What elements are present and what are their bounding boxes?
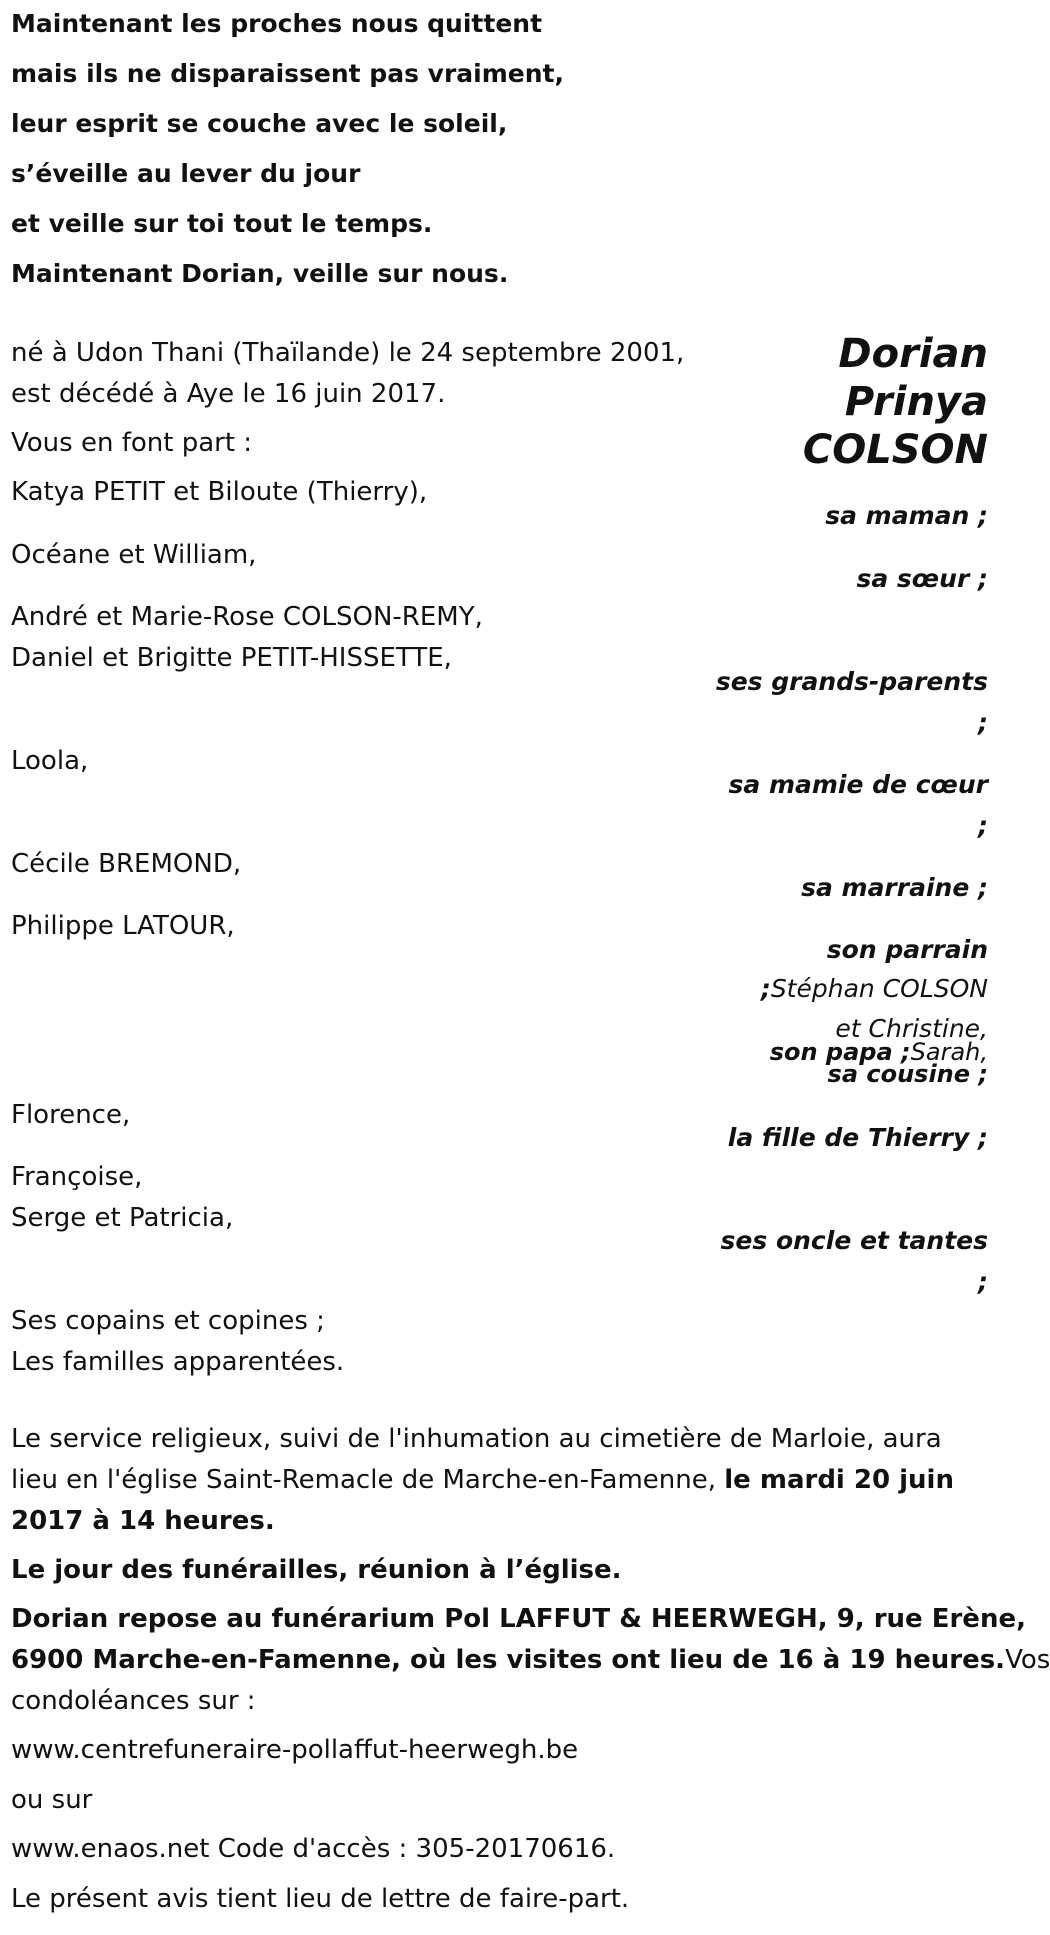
funerarium-line-2 bbox=[11, 1647, 1050, 1673]
service-date: le mardi 20 juin bbox=[724, 1465, 954, 1495]
poem-line-1: Maintenant les proches nous quittent bbox=[11, 9, 543, 38]
mamie-name: Loola, bbox=[11, 746, 89, 776]
cousin-name: Sarah, bbox=[910, 1038, 988, 1066]
grandparents-line-1: André et Marie-Rose COLSON-REMY, bbox=[11, 602, 483, 632]
vos-text: Vos bbox=[1005, 1645, 1050, 1675]
mamie-role-end: ; bbox=[978, 811, 988, 840]
mother-role: sa maman ; bbox=[825, 501, 988, 530]
poem-line-2: mais ils ne disparaissent pas vraiment, bbox=[11, 59, 564, 88]
meeting-line: Le jour des funérailles, réunion à l’église. bbox=[11, 1555, 622, 1585]
godfather-name: Philippe LATOUR, bbox=[11, 911, 235, 941]
grandparents-role-end: ; bbox=[978, 708, 988, 737]
uncles-role: ses oncle et tantes bbox=[720, 1226, 988, 1255]
uncles-line-1: Françoise, bbox=[11, 1162, 143, 1192]
announce-intro: Vous en font part : bbox=[11, 428, 253, 458]
cousin-role: sa cousine ; bbox=[827, 1060, 988, 1088]
website-link-1[interactable]: www.centrefuneraire-pollaffut-heerwegh.be bbox=[11, 1735, 579, 1765]
service-line-1: Le service religieux, suivi de l'inhumation au cimetière de Marloie, aura bbox=[11, 1424, 942, 1454]
poem-line-3: leur esprit se couche avec le soleil, bbox=[11, 109, 508, 138]
service-time: 2017 à 14 heures. bbox=[11, 1506, 275, 1536]
or-text: ou sur bbox=[11, 1785, 93, 1815]
condolences-line: condoléances sur : bbox=[11, 1686, 256, 1716]
mother-names: Katya PETIT et Biloute (Thierry), bbox=[11, 477, 428, 507]
poem-line-6: Maintenant Dorian, veille sur nous. bbox=[11, 259, 509, 288]
poem-line-4: s’éveille au lever du jour bbox=[11, 159, 361, 188]
service-line-2-normal: lieu en l'église Saint-Remacle de Marche-en-Famenne, bbox=[11, 1465, 725, 1495]
father-name: Stéphan COLSON bbox=[770, 974, 988, 1003]
father-line bbox=[761, 976, 988, 1001]
closing-line: Le présent avis tient lieu de lettre de faire-part. bbox=[11, 1884, 630, 1914]
website-link-2[interactable]: www.enaos.net Code d'accès : 305-20170616. bbox=[11, 1834, 616, 1864]
deceased-first-name: Dorian bbox=[838, 331, 988, 377]
birth-info: né à Udon Thani (Thaïlande) le 24 septembre 2001, bbox=[11, 338, 685, 368]
godmother-role: sa marraine ; bbox=[801, 873, 988, 902]
funerarium-line-1: Dorian repose au funérarium Pol LAFFUT & HEERWEGH, 9, rue Erène, bbox=[11, 1604, 1026, 1634]
stepsister-name: Florence, bbox=[11, 1100, 131, 1130]
godfather-role: son parrain bbox=[826, 935, 988, 964]
stepsister-role: la fille de Thierry ; bbox=[727, 1123, 988, 1152]
death-info: est décédé à Aye le 16 juin 2017. bbox=[11, 379, 446, 409]
father-partner: et Christine, bbox=[835, 1014, 988, 1043]
poem-line-5: et veille sur toi tout le temps. bbox=[11, 209, 433, 238]
relatives-line: Les familles apparentées. bbox=[11, 1347, 345, 1377]
godmother-name: Cécile BREMOND, bbox=[11, 849, 242, 879]
deceased-last-name: COLSON bbox=[802, 427, 988, 473]
sister-names: Océane et William, bbox=[11, 540, 257, 570]
uncles-line-2: Serge et Patricia, bbox=[11, 1203, 234, 1233]
service-line-2 bbox=[11, 1467, 954, 1493]
visits-info: 6900 Marche-en-Famenne, où les visites ont lieu de 16 à 19 heures. bbox=[11, 1645, 1006, 1675]
grandparents-role: ses grands-parents bbox=[715, 667, 988, 696]
mamie-role: sa mamie de cœur bbox=[728, 770, 988, 799]
friends-line: Ses copains et copines ; bbox=[11, 1306, 325, 1336]
father-role: son papa ; bbox=[769, 1038, 911, 1066]
uncles-role-end: ; bbox=[978, 1267, 988, 1296]
godfather-role-end: ; bbox=[760, 974, 771, 1003]
grandparents-line-2: Daniel et Brigitte PETIT-HISSETTE, bbox=[11, 643, 452, 673]
deceased-middle-name: Prinya bbox=[844, 379, 988, 425]
sister-role: sa sœur ; bbox=[856, 564, 988, 593]
